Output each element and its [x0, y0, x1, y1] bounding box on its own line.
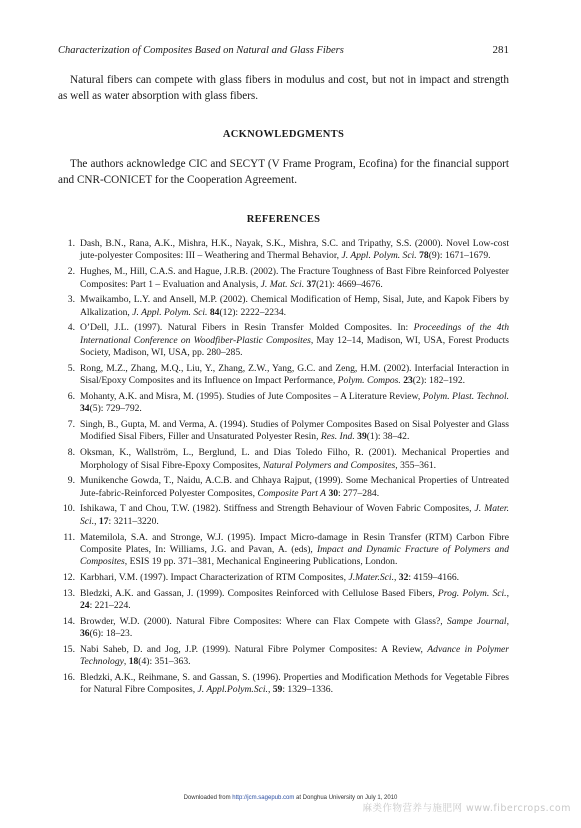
reference-text: ,: [506, 587, 509, 599]
reference-number: 15.: [63, 643, 75, 655]
reference-text: Prog. Polym. Sci.: [437, 587, 507, 599]
reference-item: [58, 616, 509, 641]
acknowledgments-heading: ACKNOWLEDGMENTS: [222, 129, 345, 140]
reference-text: J. Mater. Sci.: [80, 503, 509, 527]
reference-number: 16.: [63, 672, 75, 684]
reference-text: : 4159–4166.: [408, 572, 460, 584]
reference-text: J. Appl. Polym. Sci.: [341, 250, 417, 262]
reference-text: Mwaikambo, L.Y. and Ansell, M.P. (2002). Chemical Modification of Hemp, Sisal, Jute, and Kapok Fibers by Alkalization,: [80, 294, 509, 318]
reference-text: Impact and Dynamic Fracture of Polymers and Composites: [80, 543, 509, 568]
reference-item: [58, 532, 509, 569]
reference-number: 3.: [67, 294, 75, 306]
reference-text: (21): 4669–4676.: [316, 278, 383, 290]
reference-text: (6): 18–23.: [89, 628, 133, 640]
reference-number: 5.: [67, 362, 75, 374]
reference-item: [58, 475, 509, 500]
reference-text: Ishikawa, T and Chou, T.W. (1982). Stiffness and Strength Behaviour of Woven Fabric Composites,: [80, 503, 475, 515]
reference-number: 9.: [67, 475, 75, 487]
reference-text: Mohanty, A.K. and Misra, M. (1995). Studies of Jute Composites – A Literature Review,: [80, 390, 423, 402]
acknowledgments-text: The authors acknowledge CIC and SECYT (V Frame Program, Ecofina) for the financial support and CNR-CONICET for the Cooperation Agreement.: [58, 158, 509, 186]
reference-text: ,: [506, 615, 510, 627]
reference-number: 11.: [63, 531, 75, 543]
reference-text: ,: [94, 515, 99, 527]
reference-text: 18: [128, 656, 139, 668]
reference-text: 59: [272, 684, 283, 696]
reference-number: 10.: [63, 503, 75, 515]
reference-text: Hughes, M., Hill, C.A.S. and Hague, J.R.B. (2002). The Fracture Toughness of Bast Fibre Reinforced Polyester Composites: Part 1 – Evaluation and Analysis,: [80, 266, 509, 290]
reference-text: Bledzki, A.K., Reihmane, S. and Gassan, S. (1996). Properties and Modification Methods for Vegetable Fibres for Natural Fibre Composites,: [80, 672, 509, 696]
reference-text: ,: [123, 656, 129, 668]
reference-text: Res. Ind.: [320, 431, 355, 443]
reference-item: [58, 294, 509, 319]
reference-text: 17: [98, 515, 109, 527]
reference-item: [58, 266, 509, 291]
reference-number: 4.: [67, 322, 75, 334]
reference-text: ,: [267, 684, 273, 696]
reference-text: (9): 1671–1679.: [428, 250, 491, 262]
reference-item: [58, 391, 509, 416]
reference-text: 34: [80, 403, 90, 415]
reference-text: Advance in Polymer Technology: [80, 643, 509, 668]
reference-text: (1): 38–42.: [366, 431, 410, 443]
reference-item: [58, 644, 509, 669]
reference-text: Bledzki, A.K. and Gassan, J. (1999). Composites Reinforced with Cellulose Based Fibers,: [80, 587, 438, 599]
footer-prefix: Downloaded from: [183, 795, 233, 801]
reference-item: [58, 322, 509, 359]
page-number: 281: [492, 44, 509, 56]
reference-text: : 277–284.: [338, 487, 380, 499]
reference-text: J. Mat. Sci.: [260, 278, 305, 290]
reference-item: [58, 572, 509, 584]
reference-text: J. Appl.Polym.Sci.: [197, 684, 268, 696]
reference-number: 13.: [63, 587, 75, 599]
footer-link[interactable]: http://jcm.sagepub.com: [232, 795, 295, 801]
running-title: Characterization of Composites Based on Natural and Glass Fibers: [58, 45, 344, 56]
reference-text: Natural Polymers and Composites: [262, 459, 396, 471]
watermark: 麻类作物营养与施肥网 www.fibercrops.com: [362, 803, 571, 814]
reference-text: 24: [80, 600, 90, 612]
reference-text: 36: [80, 628, 90, 640]
reference-number: 12.: [63, 572, 75, 584]
reference-number: 6.: [67, 390, 75, 402]
reference-text: (5): 729–792.: [89, 403, 142, 415]
reference-item: [58, 503, 509, 528]
reference-item: [58, 419, 509, 444]
reference-text: , 355–361.: [395, 459, 437, 471]
reference-item: [58, 238, 509, 263]
reference-text: 30: [328, 487, 339, 499]
reference-text: Proceedings of the 4th International Conference on Woodfiber-Plastic Composites: [80, 322, 509, 346]
reference-item: [58, 588, 509, 613]
reference-text: (4): 351–363.: [138, 656, 191, 668]
reference-text: , May 12–14, Madison, WI, USA, Forest Products Society, Madison, WI, USA, pp. 280–285.: [80, 334, 509, 359]
reference-text: Polym. Compos.: [337, 375, 401, 387]
reference-text: 78: [419, 250, 429, 262]
reference-text: Singh, B., Gupta, M. and Verma, A. (1994). Studies of Polymer Composites Based on Sisal Polyester and Glass Modified Sisal Fibers, Filler and Unsaturated Polyester Resin,: [80, 419, 509, 443]
reference-item: [58, 363, 509, 388]
reference-number: 1.: [67, 238, 75, 249]
references-heading: REFERENCES: [246, 214, 321, 225]
reference-text: 39: [357, 431, 367, 443]
reference-text: (2): 182–192.: [412, 375, 466, 387]
reference-text: : 3211–3220.: [108, 515, 159, 527]
reference-text: : 1329–1336.: [282, 684, 333, 696]
reference-text: Matemilola, S.A. and Stronge, W.J. (1995). Impact Micro-damage in Resin Transfer (RTM) Carbon Fibre Composite Plates, In: Williams, J.G. and Pavan, A. (eds),: [80, 531, 509, 555]
reference-text: Sampe Journal: [446, 615, 507, 627]
reference-text: 32: [398, 572, 409, 584]
reference-text: Polym. Plast. Technol.: [422, 390, 510, 402]
reference-text: ,: [394, 572, 399, 584]
running-header: [58, 44, 509, 56]
reference-text: Karbhari, V.M. (1997). Impact Characterization of RTM Composites,: [80, 572, 349, 584]
reference-text: J. Appl. Polym. Sci.: [132, 306, 208, 318]
reference-text: 23: [403, 375, 413, 387]
references-list: [58, 238, 509, 700]
reference-text: Nabi Saheb, D. and Jog, J.P. (1999). Natural Fibre Polymer Composites: A Review,: [80, 643, 428, 655]
reference-text: 37: [306, 278, 317, 290]
reference-text: Browder, W.D. (2000). Natural Fibre Composites: Where can Flax Compete with Glass?,: [80, 615, 447, 627]
footer-suffix: at Donghua University on July 1, 2010: [294, 795, 398, 801]
reference-number: 14.: [63, 615, 75, 627]
reference-text: O’Dell, J.L. (1997). Natural Fibers in Resin Transfer Molded Composites. In:: [80, 322, 414, 334]
reference-number: 7.: [67, 419, 75, 431]
reference-text: Rong, M.Z., Zhang, M.Q., Liu, Y., Zhang, Z.W., Yang, G.C. and Zeng, H.M. (2002). Interfacial Interaction in Sisal/Epoxy Composites and its Influence on Impact Performance,: [80, 362, 509, 387]
reference-text: Oksman, K., Wallström, L., Berglund, L. and Dias Toledo Filho, R. (2001). Mechanical Properties and Morphology of Sisal Fibre-Epoxy Composites,: [80, 447, 509, 471]
reference-text: 84: [209, 306, 220, 318]
reference-text: J.Mater.Sci.: [348, 572, 394, 584]
reference-text: , ESIS 19 pp. 371–381, Mechanical Engineering Publications, London.: [124, 556, 398, 568]
reference-text: Dash, B.N., Rana, A.K., Mishra, H.K., Nayak, S.K., Mishra, S.C. and Tripathy, S.S. (2000). Novel Low-cost jute-polyester Composites: III – Weathering and Thermal Behavior,: [80, 238, 509, 262]
reference-item: [58, 672, 509, 697]
reference-text: : 221–224.: [89, 600, 131, 612]
reference-item: [58, 447, 509, 472]
reference-number: 2.: [67, 266, 75, 278]
reference-text: Munikenche Gowda, T., Naidu, A.C.B. and Chhaya Rajput, (1999). Some Mechanical Properties of Untreated Jute-fabric-Reinforced Polyester Composites,: [80, 475, 509, 499]
reference-text: (12): 2222–2234.: [219, 306, 287, 318]
reference-text: Composite Part A: [257, 487, 327, 499]
intro-paragraph: Natural fibers can compete with glass fibers in modulus and cost, but not in impact and strength as well as water absorption with glass fibers.: [58, 74, 509, 102]
reference-number: 8.: [67, 447, 75, 459]
